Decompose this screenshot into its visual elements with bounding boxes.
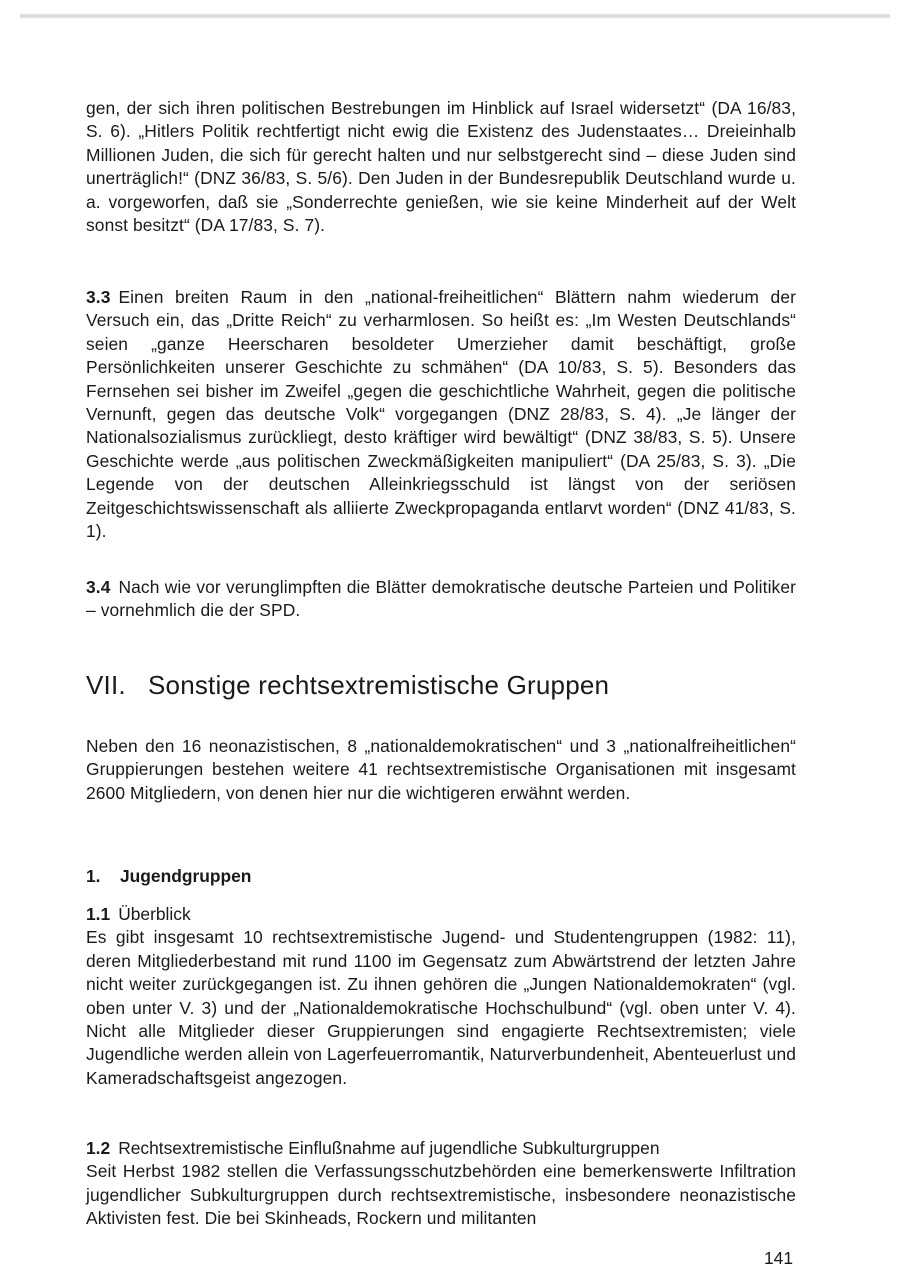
subsection-title: Rechtsextremistische Einflußnahme auf jugendliche Subkulturgruppen — [118, 1138, 660, 1158]
section-title: Jugendgruppen — [120, 866, 252, 886]
section-3-4 — [86, 576, 796, 623]
paragraph-text: Neben den 16 neonazistischen, 8 „nationaldemokratischen“ und 3 „nationalfreiheitlichen“ Gruppierungen bestehen weitere 41 rechtsextremistische Organisationen mit insgesamt 2600 Mitgliedern, von denen hier nur die wichtigeren erwähnt werden. — [86, 736, 796, 803]
subsection-1-1 — [86, 903, 796, 1090]
section-1-heading — [86, 865, 796, 888]
section-number: 3.3 — [86, 287, 111, 307]
section-3-3 — [86, 286, 796, 543]
chapter-title: Sonstige rechtsextremistische Gruppen — [148, 670, 610, 700]
section-number: 3.4 — [86, 577, 111, 597]
page-number: 141 — [764, 1248, 794, 1268]
chapter-heading — [86, 670, 796, 700]
chapter-intro — [86, 735, 796, 805]
subsection-number: 1.2 — [86, 1138, 111, 1158]
section-number: 1. — [86, 866, 101, 886]
paragraph-3-4 — [86, 576, 796, 623]
paragraph-text: Einen breiten Raum in den „national-freiheitlichen“ Blättern nahm wiederum der Versuch ein, das „Dritte Reich“ zu verharmlosen. So heißt es: „Im Westen Deutschlands“ seien „ganze Heerscharen besoldeter Umerzieher damit beschäftigt, große Persönlichkeiten unserer Geschichte zu schmähen“ (DA 10/83, S. 5). Besonders das Fernsehen sei bisher im Zweifel „gegen die geschichtliche Wahrheit, gegen die politische Vernunft, gegen das deutsche Volk“ vorgegangen (DNZ 28/83, S. 4). „Je länger der Nationalsozialismus zurückliegt, desto kräftiger wird bewältigt“ (DNZ 38/83, S. 5). Unsere Geschichte werde „aus politischen Zweckmäßigkeiten manipuliert“ (DA 25/83, S. 3). „Die Legende von der deutschen Alleinkriegsschuld ist längst von der seriösen Zeitgeschichtswissenschaft als alliierte Zweckpropaganda entlarvt worden“ (DNZ 41/83, S. 1). — [86, 287, 796, 542]
paragraph-text: Seit Herbst 1982 stellen die Verfassungsschutzbehörden eine bemerkenswerte Infiltration jugendlicher Subkulturgruppen durch rechtsextremistische, insbesondere neonazistische Aktivisten fest. Die bei Skinheads, Rockern und militanten — [86, 1161, 796, 1229]
subsection-heading — [86, 1137, 796, 1160]
subsection-title: Überblick — [118, 904, 191, 924]
paragraph-continued — [86, 97, 796, 237]
subsection-number: 1.1 — [86, 904, 111, 924]
scan-edge-shadow — [20, 13, 890, 19]
paragraph-text: gen, der sich ihren politischen Bestrebungen im Hinblick auf Israel widersetzt“ (DA 16/83, S. 6). „Hitlers Politik rechtfertigt nicht ewig die Existenz des Judenstaates… Dreieinhalb Millionen Juden, die sich für gerecht halten und nur selbstgerecht sind – diese Juden sind unerträglich!“ (DNZ 36/83, S. 5/6). Den Juden in der Bundesrepublik Deutschland wurde u. a. vorgeworfen, daß sie „Sonderrechte genießen, wie sie keine Minderheit auf der Welt sonst besitzt“ (DA 17/83, S. 7). — [86, 98, 796, 236]
chapter-number: VII. — [86, 670, 126, 700]
paragraph-text: Es gibt insgesamt 10 rechtsextremistische Jugend- und Studentengruppen (1982: 11), deren Mitgliederbestand mit rund 1100 im Gegensatz zum Abwärtstrend der letzten Jahre nicht weiter zurückgegangen ist. Zu ihnen gehören die „Jungen Nationaldemokraten“ (vgl. oben unter V. 3) und der „Nationaldemokratische Hochschulbund“ (vgl. oben unter V. 4). Nicht alle Mitglieder dieser Gruppierungen sind engagierte Rechtsextremisten; viele Jugendliche werden allein von Lagerfeuerromantik, Naturverbundenheit, Abenteuerlust und Kameradschaftsgeist angezogen. — [86, 927, 796, 1088]
subsection-1-2 — [86, 1137, 796, 1231]
subsection-heading — [86, 903, 796, 926]
paragraph-text: Nach wie vor verunglimpften die Blätter demokratische deutsche Parteien und Politiker – vornehmlich die der SPD. — [86, 577, 796, 621]
paragraph-3-3 — [86, 286, 796, 543]
